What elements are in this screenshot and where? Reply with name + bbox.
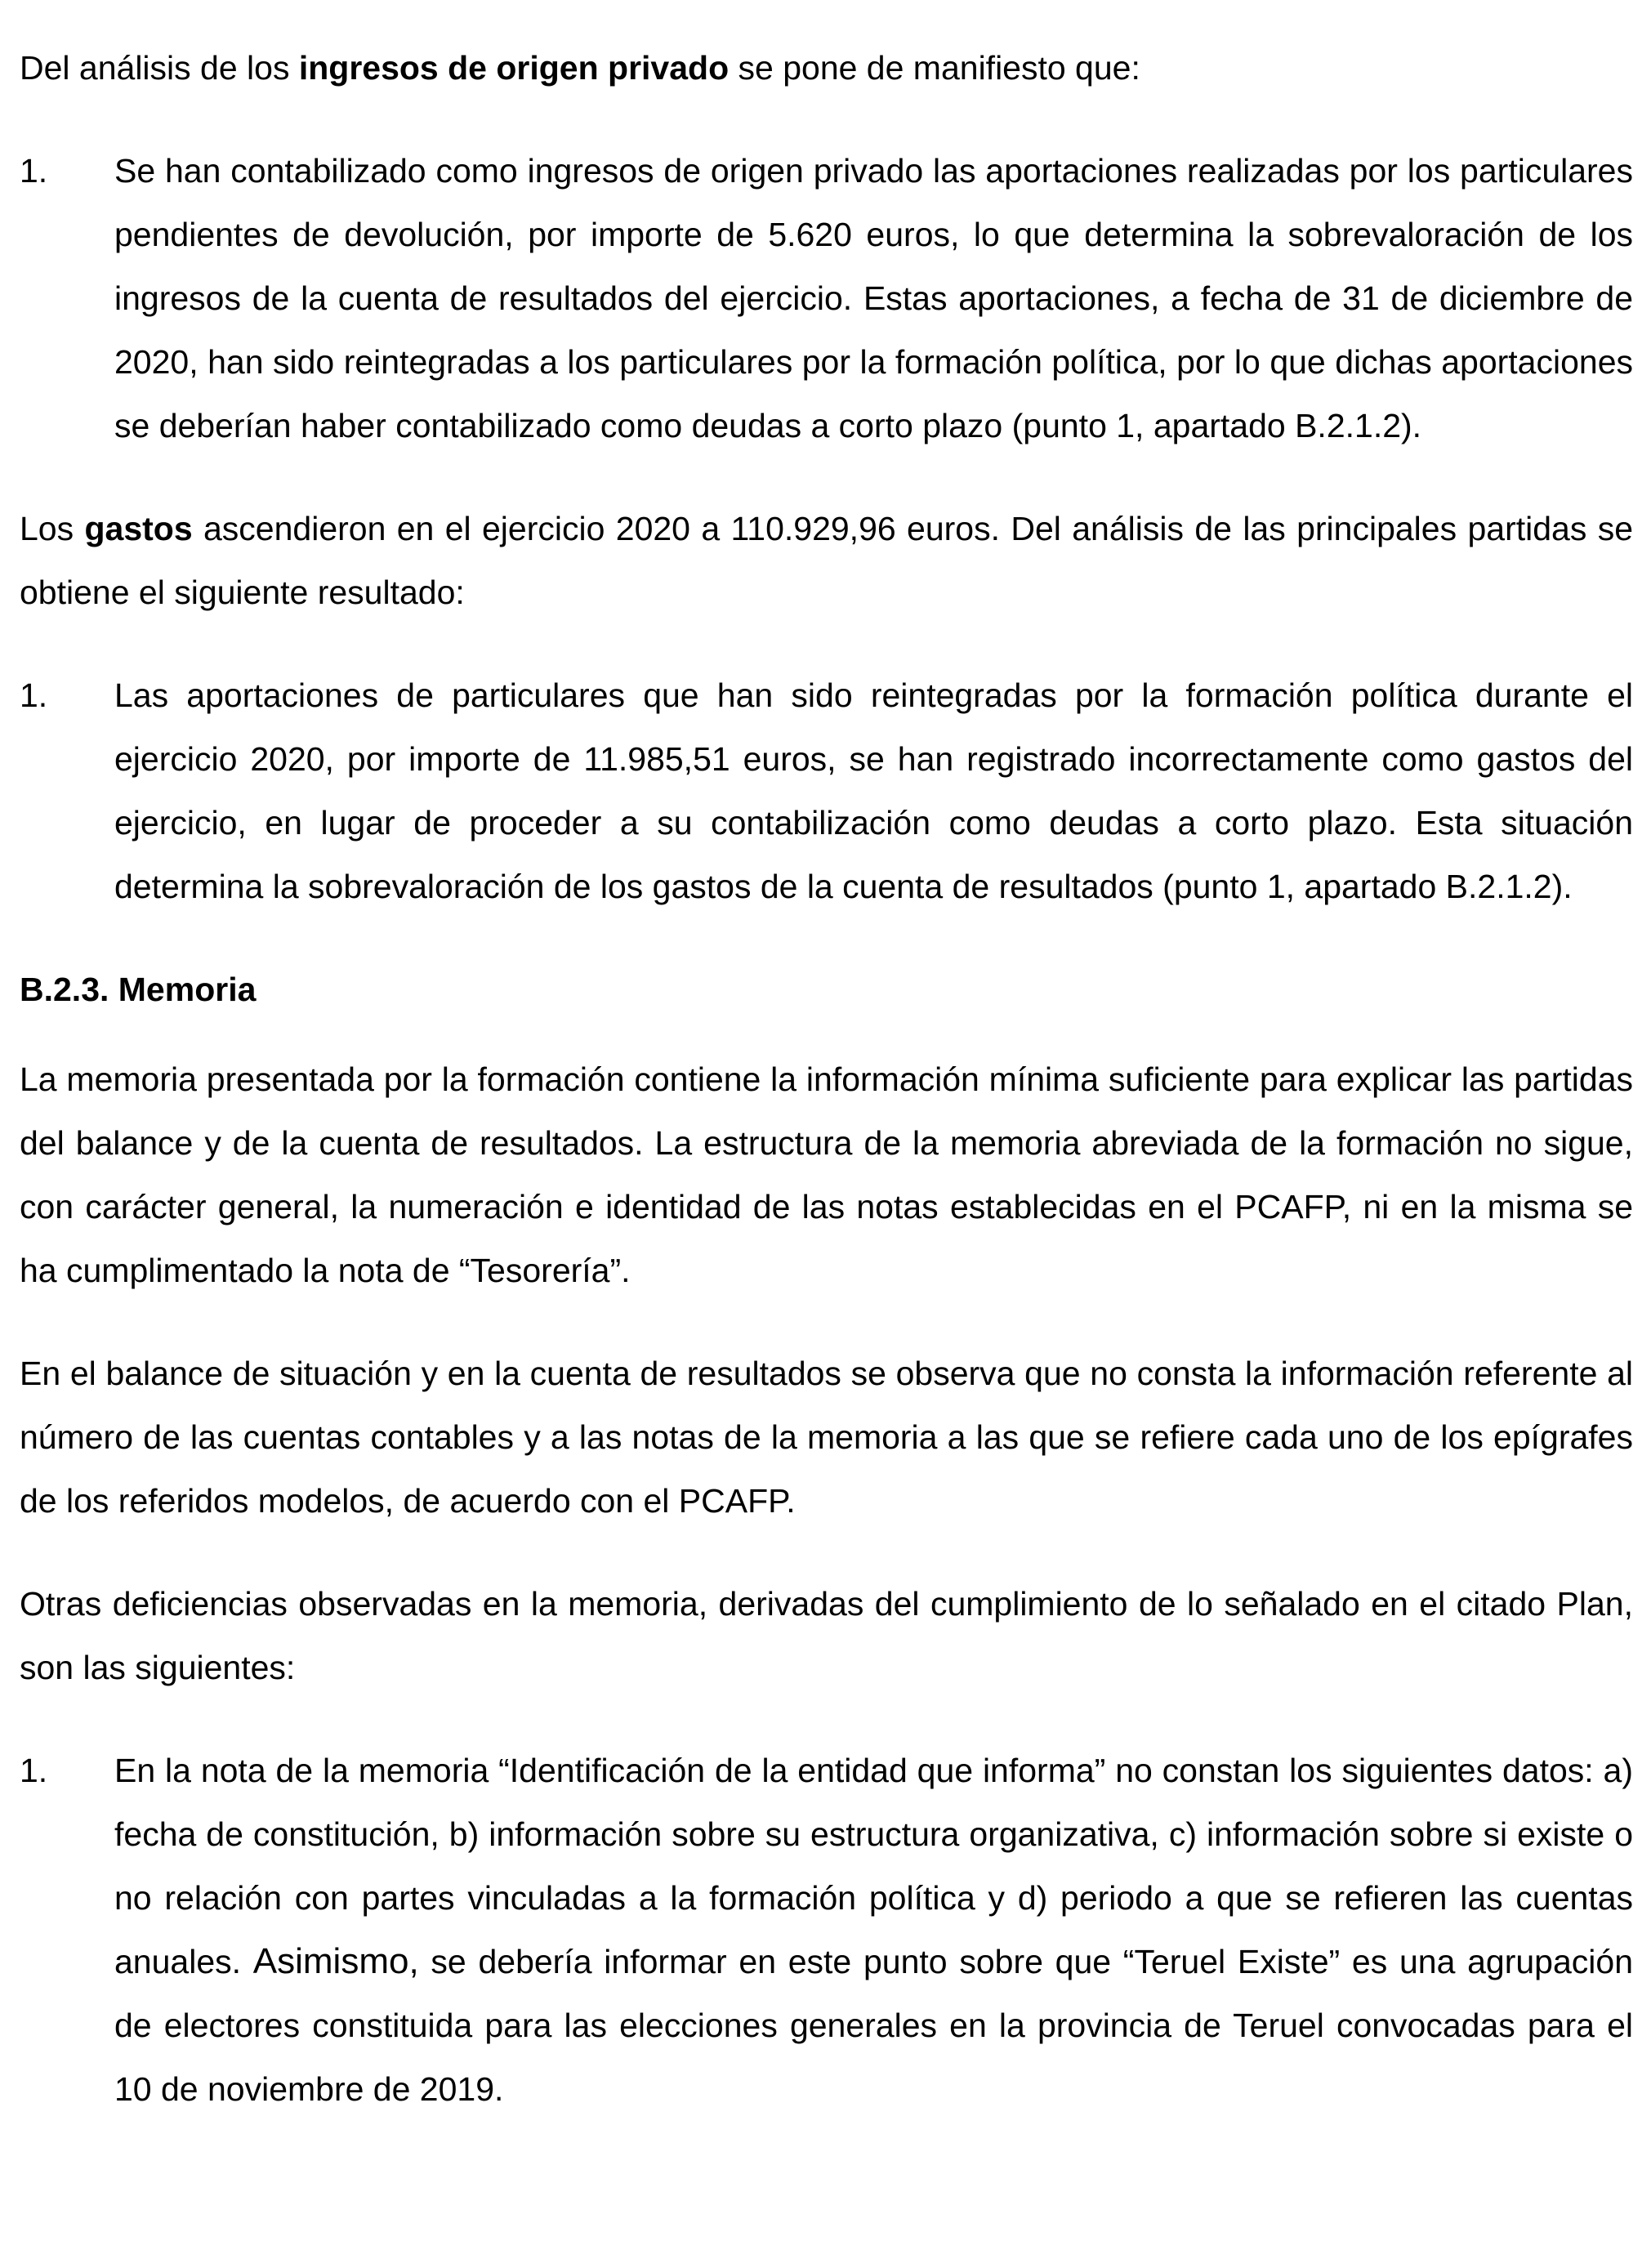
list-text: [114, 1739, 1633, 2121]
intro-post: se pone de manifiesto que:: [729, 49, 1140, 87]
section-heading: B.2.3. Memoria: [20, 971, 257, 1008]
memoria-paragraph-2: En el balance de situación y en la cuenta de resultados se observa que no consta la información referente al número de las cuentas contables y a las notas de la memoria a las que se refiere cada uno de los epígrafes de los referidos modelos, de acuerdo con el PCAFP.: [20, 1355, 1633, 1520]
list-number: 1.: [20, 676, 48, 714]
intro-paragraph: [20, 36, 1633, 100]
intro-pre: Del análisis de los: [20, 49, 299, 87]
ingresos-list-item: [20, 139, 1633, 458]
gastos-post: ascendieron en el ejercicio 2020 a 110.929,96 euros. Del análisis de las principales partidas se obtiene el siguiente resultado:: [20, 510, 1633, 611]
gastos-pre: Los: [20, 510, 85, 547]
list-text-emphasis: Asimismo,: [252, 1941, 419, 1981]
list-number: 1.: [20, 152, 48, 190]
intro-bold: ingresos de origen privado: [298, 49, 730, 87]
gastos-bold: gastos: [84, 510, 193, 547]
list-text: Las aportaciones de particulares que han sido reintegradas por la formación política durante el ejercicio 2020, por importe de 11.985,51 euros, se han registrado incorrectamente como gastos del ejercicio, en lugar de proceder a su contabilización como deudas a corto plazo. Esta situación determina la sobrevaloración de los gastos de la cuenta de resultados (punto 1, apartado B.2.1.2).: [114, 676, 1633, 905]
list-text-part-a: En la nota de la memoria “Identificación de la entidad que informa” no constan los siguientes datos: a) fecha de constitución, b) información sobre su estructura organizativa, c) información sobre si existe o no relación con partes vinculadas a la formación política y d) periodo a que se refieren las cuentas anuales.: [114, 1752, 1633, 1980]
gastos-list-item: [20, 663, 1633, 918]
document-page: [20, 36, 1633, 2160]
list-text-part-b: se debería informar en este punto sobre que “Teruel Existe” es una agrupación de electores constituida para las elecciones generales en la provincia de Teruel convocadas para el 10 de noviembre de 2019.: [114, 1943, 1634, 2108]
memoria-paragraph-1: La memoria presentada por la formación contiene la información mínima suficiente para explicar las partidas del balance y de la cuenta de resultados. La estructura de la memoria abreviada de la formación no sigue, con carácter general, la numeración e identidad de las notas establecidas en el PCAFP, ni en la misma se ha cumplimentado la nota de “Tesorería”.: [20, 1060, 1633, 1289]
list-text: Se han contabilizado como ingresos de origen privado las aportaciones realizadas por los particulares pendientes de devolución, por importe de 5.620 euros, lo que determina la sobrevaloración de los ingresos de la cuenta de resultados del ejercicio. Estas aportaciones, a fecha de 31 de diciembre de 2020, han sido reintegradas a los particulares por la formación política, por lo que dichas aportaciones se deberían haber contabilizado como deudas a corto plazo (punto 1, apartado B.2.1.2).: [114, 152, 1633, 444]
list-number: 1.: [20, 1752, 48, 1789]
memoria-list-item: [20, 1739, 1633, 2121]
memoria-paragraph-3: Otras deficiencias observadas en la memoria, derivadas del cumplimiento de lo señalado en el citado Plan, son las siguientes:: [20, 1585, 1633, 1686]
gastos-paragraph: [20, 497, 1633, 624]
